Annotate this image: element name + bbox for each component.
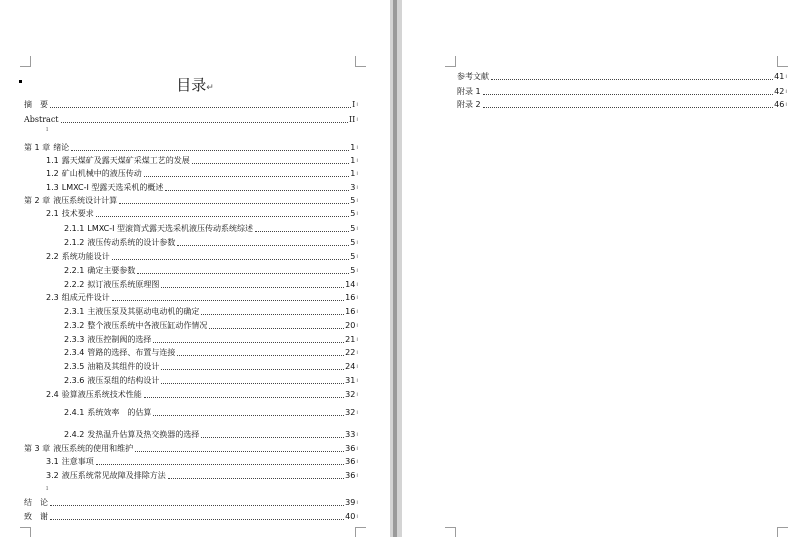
toc-entry-label: 液压传动系统的设计参数 <box>87 238 176 247</box>
toc-entry[interactable] <box>24 442 358 454</box>
toc-entry-page-number: 3 <box>350 183 356 192</box>
toc-entry-number: 2.3.4 <box>64 348 85 357</box>
paragraph-mark: ı <box>356 391 358 398</box>
dot-leader <box>161 382 344 384</box>
dot-leader <box>483 106 774 108</box>
toc-entry-label: 确定主要参数 <box>87 266 136 275</box>
toc-entry-page-number: 22 <box>345 348 356 357</box>
toc-entry-number: 1.2 <box>46 169 59 178</box>
toc-entry-number: 2.2.2 <box>64 280 85 289</box>
toc-entry-number: 第 3 章 <box>24 444 51 453</box>
toc-entry-label: LMXC-I 型露天选采机的概述 <box>61 183 164 192</box>
toc-entry-number: 摘 要 <box>24 100 48 109</box>
toc-entry-page-number: 20 <box>345 321 356 330</box>
toc-entry[interactable] <box>46 207 358 219</box>
toc-entry-page-number: 5 <box>350 238 356 247</box>
toc-entry-number: 2.2.1 <box>64 266 85 275</box>
paragraph-mark: ı <box>356 513 358 520</box>
toc-entry[interactable] <box>457 98 787 110</box>
paragraph-mark: ı <box>356 184 358 191</box>
dot-leader <box>192 162 350 164</box>
paragraph-mark: ı <box>356 225 358 232</box>
toc-entry-number: 2.4.1 <box>64 408 85 417</box>
toc-entry-page-number: 36 <box>345 471 356 480</box>
toc-entry-page-number: 16 <box>345 293 356 302</box>
paragraph-mark: ı <box>356 363 358 370</box>
toc-entry-page-number: 5 <box>350 266 356 275</box>
crop-mark-top-left <box>445 56 456 67</box>
crop-mark-top-left <box>20 56 31 67</box>
toc-entry-number: 2.4.2 <box>64 430 85 439</box>
toc-entry-number: 附录 1 <box>457 87 481 96</box>
toc-entry-label: LMXC-I 型滚筒式露天选采机液压传动系统综述 <box>87 224 253 233</box>
toc-entry-number: 结 论 <box>24 498 48 507</box>
toc-entry-label: 系统效率 的估算 <box>87 408 152 417</box>
toc-entry[interactable] <box>24 98 358 110</box>
toc-page-right <box>402 0 798 537</box>
toc-entry-page-number: 41 <box>774 72 785 81</box>
dot-leader <box>201 313 344 315</box>
toc-entry-label: 注意事项 <box>61 457 94 466</box>
dot-leader <box>491 78 773 80</box>
toc-entry[interactable] <box>24 496 358 508</box>
toc-entry-label: 组成元件设计 <box>61 293 110 302</box>
toc-entry-number: Abstract <box>24 115 59 124</box>
toc-entry-label: 主液压泵及其驱动电动机的确定 <box>87 307 200 316</box>
toc-entry[interactable] <box>64 278 358 290</box>
toc-entry-label: 发热温升估算及热交换器的选择 <box>87 430 200 439</box>
toc-entry-number: 2.1 <box>46 209 59 218</box>
toc-entry-page-number: 31 <box>345 376 356 385</box>
dot-leader <box>61 121 348 123</box>
toc-entry-label: 拟订液压系统原理图 <box>87 280 160 289</box>
crop-mark-bottom-right <box>777 527 788 537</box>
toc-entry[interactable] <box>64 346 358 358</box>
toc-title-text: 目录 <box>176 76 207 94</box>
toc-entry[interactable] <box>64 374 358 386</box>
toc-entry-page-number: 32 <box>345 390 356 399</box>
paragraph-mark: ↵ <box>206 83 214 93</box>
toc-entry-number: 2.3.2 <box>64 321 85 330</box>
toc-entry-number: 2.2 <box>46 252 59 261</box>
dot-leader <box>209 327 344 329</box>
toc-entry[interactable] <box>24 510 358 522</box>
dot-leader <box>177 244 349 246</box>
toc-entry-label: 系统功能设计 <box>61 252 110 261</box>
paragraph-mark: ı <box>356 170 358 177</box>
toc-entry[interactable] <box>64 319 358 331</box>
toc-entry-label: 液压系统常见故障及排除方法 <box>61 471 166 480</box>
toc-entry[interactable] <box>24 141 358 153</box>
dot-leader <box>483 93 774 95</box>
toc-entry-label: 管路的选择、布置与连接 <box>87 348 176 357</box>
toc-entry-label: 验算液压系统技术性能 <box>61 390 142 399</box>
toc-entry-page-number: 36 <box>345 457 356 466</box>
toc-entry-number: 1.1 <box>46 156 59 165</box>
toc-entry-page-number: 1 <box>350 169 356 178</box>
dot-leader <box>201 436 344 438</box>
dot-leader <box>144 396 344 398</box>
toc-entry[interactable] <box>64 406 358 418</box>
crop-mark-top-right <box>777 56 788 67</box>
toc-entry-number: 3.1 <box>46 457 59 466</box>
paragraph-mark: ı <box>356 409 358 416</box>
toc-entry[interactable] <box>64 264 358 276</box>
dot-leader <box>96 215 350 217</box>
dot-leader <box>135 450 344 452</box>
toc-entry[interactable] <box>457 70 787 82</box>
toc-entry-page-number: 5 <box>350 196 356 205</box>
dot-leader <box>153 341 344 343</box>
dot-leader <box>71 149 349 151</box>
dot-leader <box>50 106 351 108</box>
toc-entry-page-number: 16 <box>345 307 356 316</box>
toc-entry-page-number: 14 <box>345 280 356 289</box>
toc-entry[interactable] <box>46 181 358 193</box>
toc-entry-number: 2.3 <box>46 293 59 302</box>
toc-entry[interactable] <box>46 469 358 481</box>
toc-entry-number: 2.3.1 <box>64 307 85 316</box>
paragraph-mark: ı <box>356 349 358 356</box>
toc-entry-number: 附录 2 <box>457 100 481 109</box>
toc-entry[interactable] <box>46 455 358 467</box>
toc-entry-page-number: 1 <box>350 143 356 152</box>
toc-entry-page-number: 39 <box>345 498 356 507</box>
dot-leader <box>119 202 349 204</box>
toc-entry-number: 2.4 <box>46 390 59 399</box>
toc-entry-label: 油箱及其组件的设计 <box>87 362 160 371</box>
toc-entry-page-number: 1 <box>350 156 356 165</box>
toc-entry-page-number: 21 <box>345 335 356 344</box>
toc-entry-number: 参考文献 <box>457 72 489 81</box>
toc-entry-number: 致 谢 <box>24 512 48 521</box>
toc-entry[interactable] <box>24 113 358 125</box>
dot-leader <box>161 286 344 288</box>
toc-entry-label: 技术要求 <box>61 209 94 218</box>
paragraph-mark: ı <box>356 499 358 506</box>
toc-entry-number: 2.1.1 <box>64 224 85 233</box>
toc-entry[interactable] <box>64 360 358 372</box>
dot-leader <box>96 463 344 465</box>
dot-leader <box>168 477 344 479</box>
dot-leader <box>50 518 344 520</box>
dot-leader <box>153 414 344 416</box>
toc-entry-page-number: 5 <box>350 209 356 218</box>
dot-leader <box>112 258 350 260</box>
toc-entry[interactable] <box>457 85 787 97</box>
toc-entry-label: 绪论 <box>53 143 70 152</box>
toc-entry[interactable] <box>64 236 358 248</box>
paragraph-mark: ı <box>356 157 358 164</box>
paragraph-mark: ı <box>356 377 358 384</box>
crop-mark-top-right <box>355 56 366 67</box>
paragraph-mark: ı <box>785 88 787 95</box>
toc-entry[interactable] <box>64 333 358 345</box>
toc-entry[interactable] <box>46 167 358 179</box>
paragraph-mark: ı <box>356 144 358 151</box>
toc-entry-page-number: 42 <box>774 87 785 96</box>
paragraph-mark: ı <box>356 445 358 452</box>
toc-entry-number: 1.3 <box>46 183 59 192</box>
toc-entry-number: 2.1.2 <box>64 238 85 247</box>
toc-entry[interactable] <box>64 222 358 234</box>
toc-entry-page-number: 46 <box>774 100 785 109</box>
toc-entry-label: 液压系统设计计算 <box>53 196 118 205</box>
toc-entry-label: 整个液压系统中各液压缸动作情况 <box>87 321 208 330</box>
toc-entry-page-number: 5 <box>350 252 356 261</box>
paragraph-mark: ı <box>356 253 358 260</box>
paragraph-mark: ı <box>356 197 358 204</box>
paragraph-mark: ı <box>356 431 358 438</box>
paragraph-mark: ı <box>356 210 358 217</box>
blank-paragraph-mark: ı <box>46 125 49 133</box>
toc-entry-label: 液压控制阀的选择 <box>87 335 152 344</box>
crop-mark-bottom-left <box>20 527 31 537</box>
toc-entry-number: 2.3.3 <box>64 335 85 344</box>
toc-entry[interactable] <box>64 305 358 317</box>
paragraph-mark: ı <box>356 308 358 315</box>
toc-entry-label: 露天煤矿及露天煤矿采煤工艺的发展 <box>61 156 190 165</box>
paragraph-mark: ı <box>356 294 358 301</box>
dot-leader <box>161 368 344 370</box>
dot-leader <box>255 230 349 232</box>
toc-entry-number: 第 1 章 <box>24 143 51 152</box>
dot-leader <box>112 299 344 301</box>
toc-entry[interactable] <box>46 250 358 262</box>
dot-leader <box>177 354 344 356</box>
toc-entry-page-number: 32 <box>345 408 356 417</box>
toc-entry-page-number: 33 <box>345 430 356 439</box>
dot-leader <box>50 504 344 506</box>
toc-entry[interactable] <box>24 194 358 206</box>
toc-entry-label: 矿山机械中的液压传动 <box>61 169 142 178</box>
toc-entry-number: 2.3.6 <box>64 376 85 385</box>
toc-entry-number: 第 2 章 <box>24 196 51 205</box>
toc-entry-label: 液压系统的使用和维护 <box>53 444 134 453</box>
paragraph-mark: ı <box>356 322 358 329</box>
dot-leader <box>137 272 349 274</box>
toc-title <box>0 74 390 95</box>
toc-entry-page-number: 36 <box>345 444 356 453</box>
paragraph-mark: ı <box>785 101 787 108</box>
paragraph-mark: ı <box>356 472 358 479</box>
toc-entry[interactable] <box>46 388 358 400</box>
toc-entry-page-number: I <box>352 100 356 109</box>
paragraph-mark: ı <box>356 239 358 246</box>
toc-entry-page-number: 5 <box>350 224 356 233</box>
crop-mark-bottom-right <box>355 527 366 537</box>
blank-paragraph-mark: ı <box>46 484 49 492</box>
toc-entry-label: 液压泵组的结构设计 <box>87 376 160 385</box>
crop-mark-bottom-left <box>445 527 456 537</box>
toc-entry[interactable] <box>46 154 358 166</box>
toc-entry-page-number: 24 <box>345 362 356 371</box>
paragraph-mark: ı <box>356 281 358 288</box>
paragraph-mark: ı <box>356 267 358 274</box>
page-gap <box>390 0 402 537</box>
toc-entry[interactable] <box>46 291 358 303</box>
toc-entry-number: 3.2 <box>46 471 59 480</box>
paragraph-mark: ı <box>356 101 358 108</box>
paragraph-mark: ı <box>785 73 787 80</box>
toc-entry-page-number: 40 <box>345 512 356 521</box>
paragraph-mark: ı <box>356 116 358 123</box>
paragraph-mark: ı <box>356 458 358 465</box>
paragraph-mark: ı <box>356 336 358 343</box>
dot-leader <box>144 175 350 177</box>
toc-page-left <box>0 0 390 537</box>
toc-entry[interactable] <box>64 428 358 440</box>
dot-leader <box>165 189 349 191</box>
toc-entry-number: 2.3.5 <box>64 362 85 371</box>
toc-entry-page-number: II <box>349 115 356 124</box>
